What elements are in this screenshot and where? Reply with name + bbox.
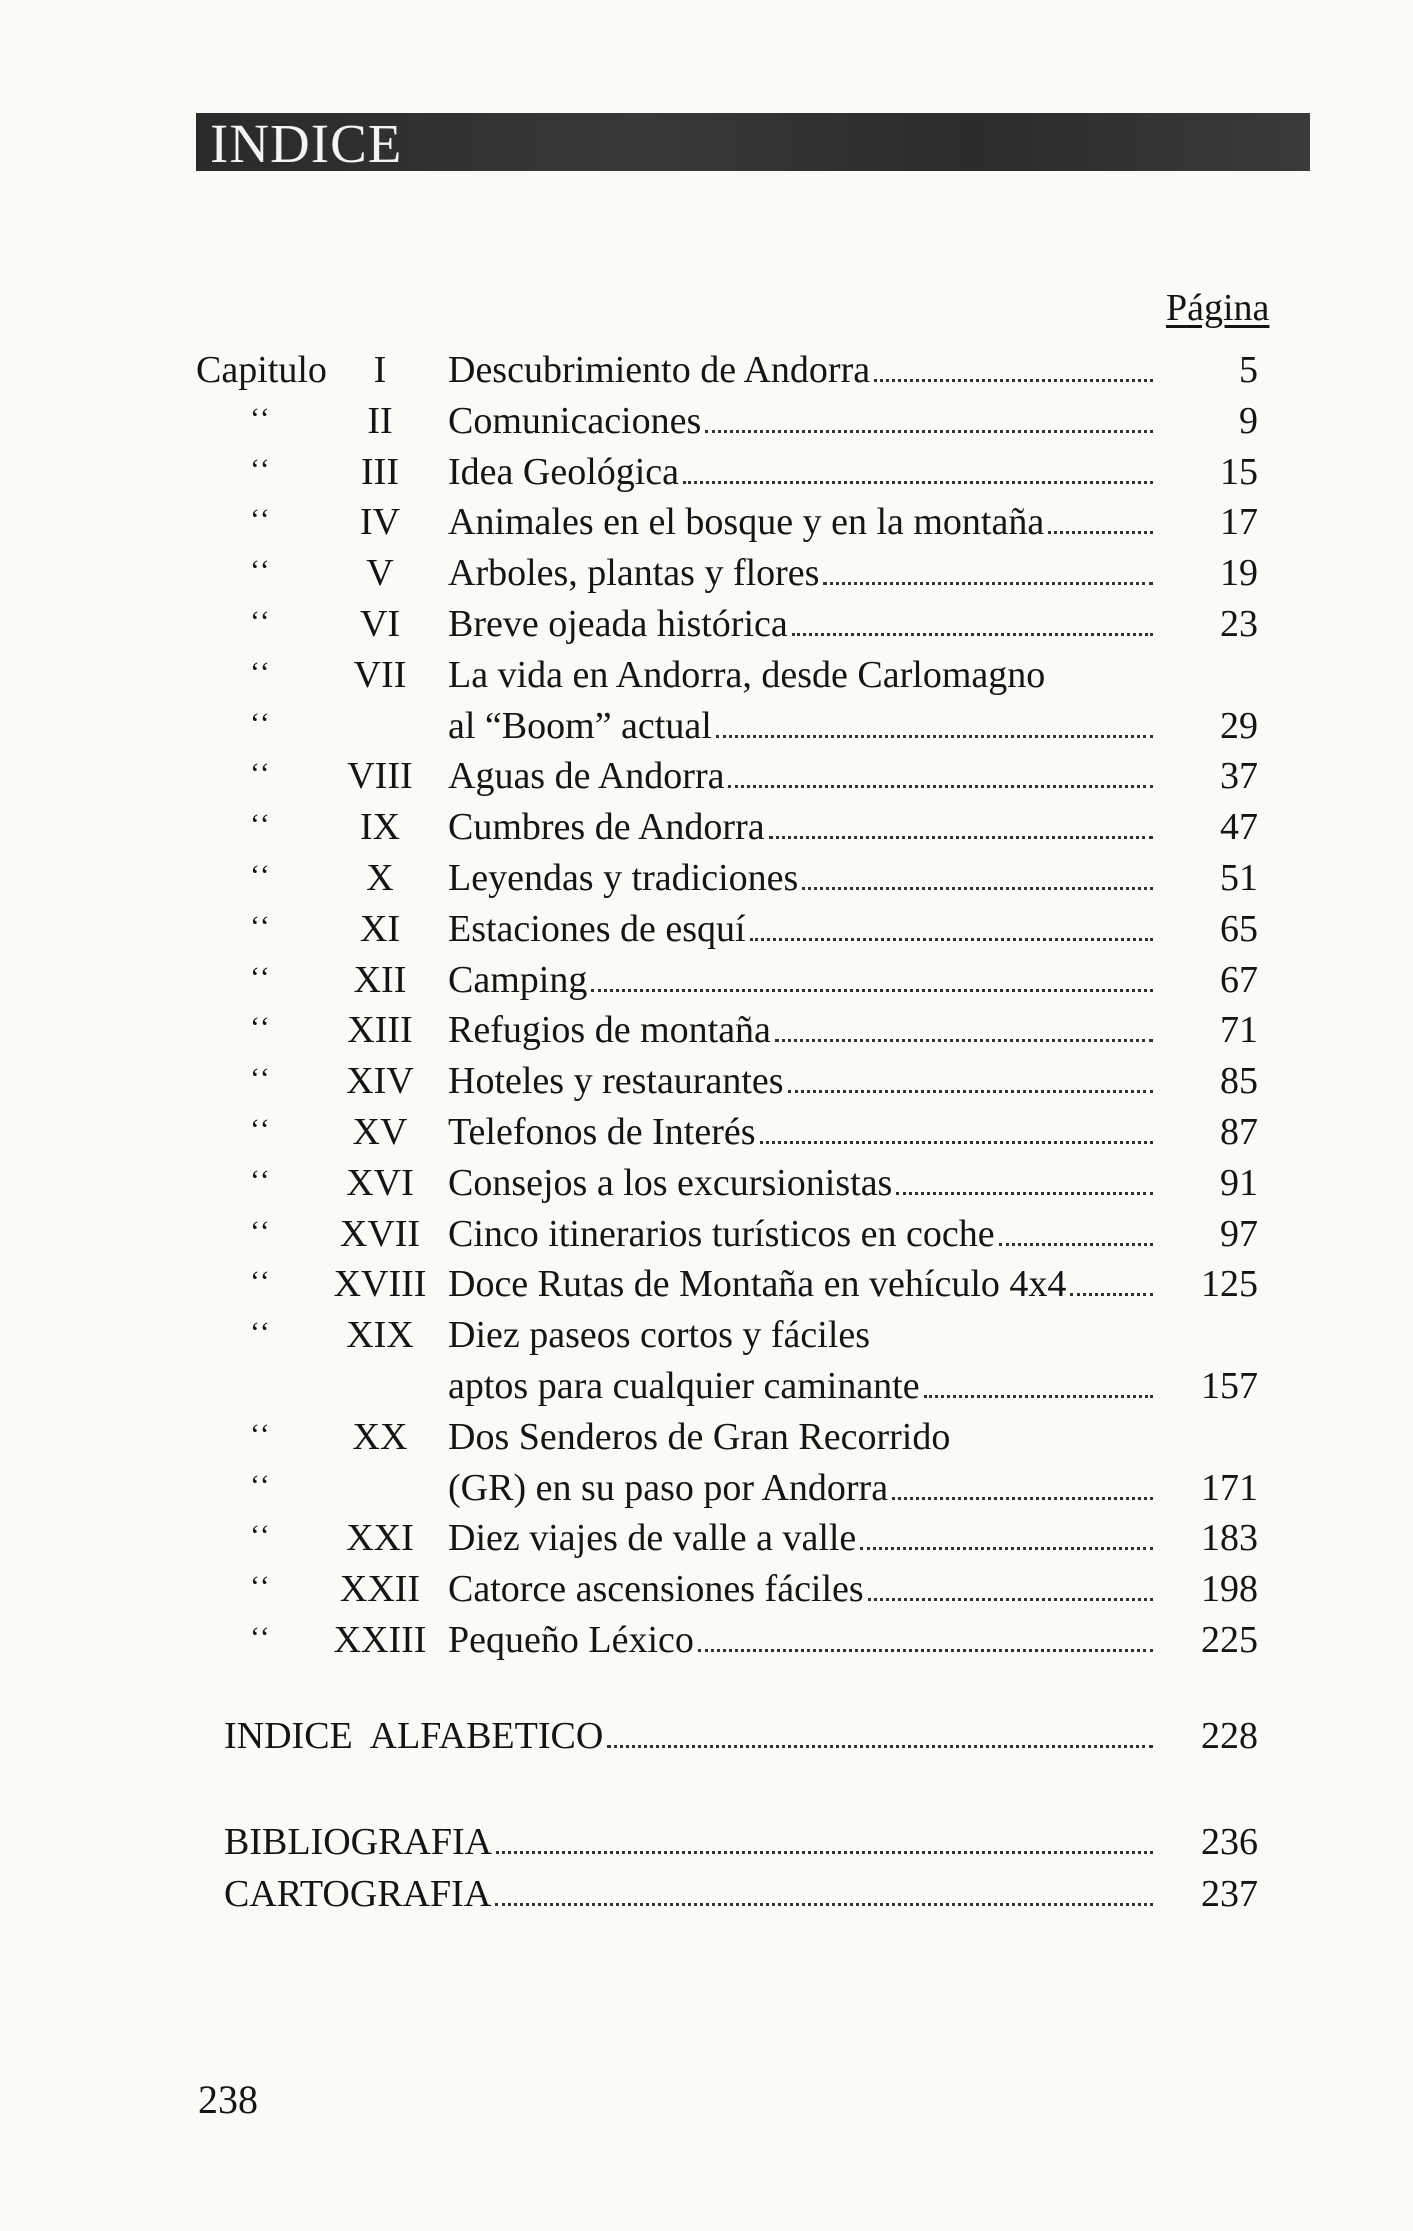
entry-page-number: 9	[1239, 399, 1258, 442]
entry-page-number: 85	[1220, 1060, 1258, 1103]
dot-leader	[591, 985, 1153, 992]
chapter-title: Telefonos de Interés	[448, 1111, 756, 1153]
entry-title-line	[448, 1004, 1153, 1056]
entry-title-line	[448, 1208, 1153, 1260]
dot-leader	[874, 375, 1153, 382]
toc-entry	[0, 1004, 1413, 1056]
chapter-title: Diez paseos cortos y fáciles	[448, 1314, 871, 1357]
chapter-number: V	[366, 552, 394, 595]
dot-leader	[868, 1594, 1153, 1601]
entry-title-line	[448, 801, 1153, 853]
dot-leader	[496, 1847, 1153, 1854]
toc-entry	[0, 1055, 1413, 1107]
chapter-title: Comunicaciones	[448, 399, 702, 442]
toc-entry	[0, 852, 1413, 904]
ditto-mark: ‘‘	[250, 1163, 272, 1197]
chapter-title: Cumbres de Andorra	[448, 806, 765, 849]
entry-title-line	[448, 750, 1153, 802]
dot-leader	[607, 1741, 1153, 1748]
chapter-number: VI	[359, 603, 401, 645]
appendix-entry	[0, 1868, 1413, 1920]
chapter-number: XXII	[339, 1568, 421, 1611]
chapter-title-continued: al “Boom” actual	[448, 704, 712, 747]
page-title: INDICE	[210, 113, 403, 174]
entry-page-number: 67	[1220, 958, 1258, 1001]
appendix-title-line	[224, 1816, 1153, 1868]
entry-page-number: 71	[1220, 1009, 1258, 1052]
chapter-title: Arboles, plantas y flores	[448, 552, 820, 595]
dot-leader	[823, 578, 1153, 585]
toc-entry-continuation	[0, 1360, 1413, 1412]
ditto-mark: ‘‘	[250, 1265, 272, 1299]
chapter-label: Capitulo	[196, 349, 327, 391]
entry-title-line	[448, 1055, 1153, 1107]
chapter-title: Consejos a los excursionistas	[448, 1161, 893, 1204]
chapter-number: III	[361, 450, 399, 493]
ditto-mark: ‘‘	[250, 808, 272, 842]
chapter-number: X	[366, 857, 394, 899]
dot-leader	[999, 1239, 1153, 1246]
toc-entry	[0, 1309, 1413, 1361]
entry-title-line	[448, 1157, 1153, 1209]
toc-entry	[0, 1614, 1413, 1666]
toc-entry	[0, 801, 1413, 853]
entry-title-line	[448, 1462, 1153, 1514]
appendix-title: INDICE ALFABETICO	[224, 1715, 604, 1757]
chapter-title: Aguas de Andorra	[448, 755, 725, 798]
toc-entry	[0, 496, 1413, 548]
entry-title-line	[448, 395, 1153, 447]
dot-leader	[760, 1137, 1153, 1144]
dot-leader	[775, 1035, 1153, 1042]
toc-entry	[0, 446, 1413, 498]
chapter-number: XIII	[347, 1009, 413, 1052]
entry-title-line	[448, 1614, 1153, 1666]
entry-page-number: 23	[1220, 603, 1258, 645]
chapter-number: XVII	[339, 1212, 421, 1255]
entry-title-line	[448, 1512, 1153, 1564]
toc-entry-continuation	[0, 1462, 1413, 1514]
chapter-title: Catorce ascensiones fáciles	[448, 1568, 864, 1611]
toc-entry	[0, 954, 1413, 1006]
entry-title-line	[448, 1258, 1153, 1310]
ditto-mark: ‘‘	[250, 909, 272, 943]
entry-page-number: 29	[1220, 704, 1258, 747]
ditto-mark: ‘‘	[250, 655, 272, 689]
entry-page-number: 97	[1220, 1212, 1258, 1255]
chapter-number: XIV	[346, 1060, 414, 1103]
entry-title-line	[448, 1411, 1153, 1463]
chapter-number: XX	[352, 1415, 408, 1458]
ditto-mark: ‘‘	[250, 706, 272, 740]
chapter-title: Idea Geológica	[448, 450, 680, 493]
appendix-title: CARTOGRAFIA	[224, 1873, 492, 1915]
ditto-mark: ‘‘	[250, 1468, 272, 1502]
entry-page-number: 91	[1220, 1161, 1258, 1204]
dot-leader	[924, 1391, 1153, 1398]
toc-entry	[0, 1563, 1413, 1615]
toc-entry	[0, 1512, 1413, 1564]
entry-page-number: 19	[1220, 552, 1258, 595]
entry-page-number: 87	[1220, 1111, 1258, 1153]
ditto-mark: ‘‘	[250, 1062, 272, 1096]
ditto-mark: ‘‘	[250, 1570, 272, 1604]
entry-page-number: 47	[1220, 806, 1258, 849]
dot-leader	[788, 1086, 1153, 1093]
dot-leader	[698, 1645, 1153, 1652]
ditto-mark: ‘‘	[250, 757, 272, 791]
toc-entry	[0, 395, 1413, 447]
ditto-mark: ‘‘	[250, 554, 272, 588]
page-column-label: Página	[1166, 287, 1270, 329]
toc-entry	[0, 903, 1413, 955]
entry-page-number: 157	[1201, 1365, 1258, 1407]
chapter-number: XXIII	[333, 1619, 427, 1661]
entry-title-line	[448, 1309, 1153, 1361]
ditto-mark: ‘‘	[250, 960, 272, 994]
chapter-number: XXI	[346, 1517, 414, 1560]
ditto-mark: ‘‘	[250, 503, 272, 537]
entry-title-line	[448, 1360, 1153, 1412]
chapter-number: IX	[359, 806, 401, 849]
dot-leader	[1048, 527, 1153, 534]
chapter-number: XII	[353, 958, 407, 1001]
appendix-entry	[0, 1710, 1413, 1762]
appendix-entry	[0, 1816, 1413, 1868]
chapter-title: Dos Senderos de Gran Recorrido	[448, 1415, 951, 1458]
entry-page-number: 5	[1239, 349, 1258, 391]
page-number: 238	[198, 2077, 258, 2122]
appendix-page-number: 237	[1201, 1873, 1258, 1915]
appendix-title: BIBLIOGRAFIA	[224, 1821, 493, 1863]
appendix-page-number: 228	[1201, 1715, 1258, 1757]
entry-title-line	[448, 446, 1153, 498]
dot-leader	[802, 883, 1153, 890]
toc-entry	[0, 1208, 1413, 1260]
header-bar	[196, 113, 1310, 174]
chapter-number: XVIII	[333, 1263, 427, 1306]
entry-title-line	[448, 954, 1153, 1006]
toc-entry	[0, 1411, 1413, 1463]
entry-page-number: 17	[1220, 501, 1258, 544]
appendix-page-number: 236	[1201, 1821, 1258, 1863]
entry-title-line	[448, 598, 1153, 650]
entry-title-line	[448, 1563, 1153, 1615]
chapter-number: II	[367, 399, 393, 442]
ditto-mark: ‘‘	[250, 1214, 272, 1248]
dot-leader	[896, 1188, 1153, 1195]
chapter-title-continued: aptos para cualquier caminante	[448, 1365, 920, 1407]
dot-leader	[728, 781, 1153, 788]
dot-leader	[792, 629, 1153, 636]
toc-entry	[0, 547, 1413, 599]
entry-page-number: 51	[1220, 857, 1258, 899]
dot-leader	[769, 832, 1153, 839]
chapter-title: Estaciones de esquí	[448, 907, 746, 950]
entry-title-line	[448, 496, 1153, 548]
entry-page-number: 171	[1201, 1466, 1258, 1509]
chapter-title: Pequeño Léxico	[448, 1619, 694, 1661]
ditto-mark: ‘‘	[250, 452, 272, 486]
dot-leader	[683, 477, 1153, 484]
chapter-title-continued: (GR) en su paso por Andorra	[448, 1466, 889, 1509]
chapter-title: Animales en el bosque y en la montaña	[448, 501, 1045, 544]
toc-entry	[0, 598, 1413, 650]
chapter-title: Doce Rutas de Montaña en vehículo 4x4	[448, 1263, 1067, 1306]
chapter-number: VII	[353, 653, 407, 696]
chapter-title: Camping	[448, 958, 588, 1001]
ditto-mark: ‘‘	[250, 1316, 272, 1350]
dot-leader	[860, 1543, 1153, 1550]
chapter-title: Hoteles y restaurantes	[448, 1060, 784, 1103]
chapter-number: VIII	[347, 755, 413, 798]
chapter-number: XI	[359, 907, 401, 950]
appendix-title-line	[224, 1868, 1153, 1920]
entry-page-number: 198	[1201, 1568, 1258, 1611]
dot-leader	[495, 1899, 1153, 1906]
chapter-number: IV	[359, 501, 401, 544]
toc-entry	[0, 649, 1413, 701]
dot-leader	[1070, 1289, 1153, 1296]
ditto-mark: ‘‘	[250, 1417, 272, 1451]
chapter-number: I	[373, 349, 387, 391]
chapter-title: Leyendas y tradiciones	[448, 857, 799, 899]
chapter-title: Descubrimiento de Andorra	[448, 349, 871, 391]
toc-entry	[0, 1258, 1413, 1310]
toc-entry	[0, 1106, 1413, 1158]
entry-page-number: 125	[1201, 1263, 1258, 1306]
chapter-title: La vida en Andorra, desde Carlomagno	[448, 653, 1046, 696]
chapter-number: XV	[352, 1111, 408, 1153]
entry-title-line	[448, 852, 1153, 904]
appendix-title-line	[224, 1710, 1153, 1762]
chapter-title: Refugios de montaña	[448, 1009, 771, 1052]
ditto-mark: ‘‘	[250, 1113, 272, 1146]
entry-page-number: 225	[1201, 1619, 1258, 1661]
entry-title-line	[448, 700, 1153, 752]
chapter-number: XVI	[346, 1161, 414, 1204]
entry-page-number: 15	[1220, 450, 1258, 493]
ditto-mark: ‘‘	[250, 1011, 272, 1045]
entry-page-number: 183	[1201, 1517, 1258, 1560]
toc-entry-continuation	[0, 700, 1413, 752]
dot-leader	[716, 731, 1153, 738]
ditto-mark: ‘‘	[250, 605, 272, 638]
ditto-mark: ‘‘	[250, 1519, 272, 1553]
entry-title-line	[448, 649, 1153, 701]
chapter-title: Breve ojeada histórica	[448, 603, 788, 645]
entry-title-line	[448, 344, 1153, 396]
dot-leader	[892, 1493, 1153, 1500]
chapter-title: Diez viajes de valle a valle	[448, 1517, 857, 1560]
entry-page-number: 65	[1220, 907, 1258, 950]
entry-title-line	[448, 1106, 1153, 1158]
dot-leader	[705, 426, 1153, 433]
entry-title-line	[448, 903, 1153, 955]
entry-title-line	[448, 547, 1153, 599]
dot-leader	[750, 934, 1153, 941]
ditto-mark: ‘‘	[250, 401, 272, 435]
ditto-mark: ‘‘	[250, 1621, 272, 1654]
toc-entry	[0, 750, 1413, 802]
entry-page-number: 37	[1220, 755, 1258, 798]
chapter-number: XIX	[346, 1314, 414, 1357]
chapter-title: Cinco itinerarios turísticos en coche	[448, 1212, 995, 1255]
toc-entry	[0, 344, 1413, 396]
toc-entry	[0, 1157, 1413, 1209]
ditto-mark: ‘‘	[250, 859, 272, 892]
